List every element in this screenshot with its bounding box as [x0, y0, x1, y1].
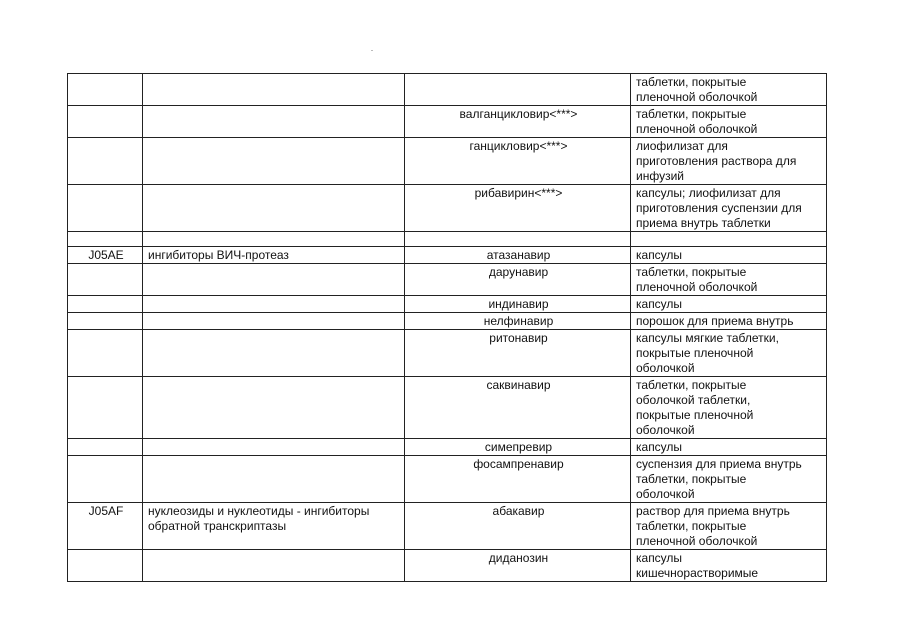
drug-cell: атазанавир — [405, 247, 631, 264]
group-cell — [143, 264, 405, 296]
drug-cell: ганцикловир<***> — [405, 138, 631, 185]
table-row — [68, 264, 827, 296]
group-cell — [143, 74, 405, 106]
code-cell — [68, 232, 143, 247]
code-cell — [68, 264, 143, 296]
code-cell: J05AE — [68, 247, 143, 264]
table-row — [68, 232, 827, 247]
group-cell — [143, 106, 405, 138]
code-cell — [68, 138, 143, 185]
drug-cell — [405, 232, 631, 247]
group-cell — [143, 313, 405, 330]
form-cell: раствор для приема внутрь таблетки, покрытые пленочной оболочкой — [631, 503, 827, 550]
drug-cell: дарунавир — [405, 264, 631, 296]
drug-cell: саквинавир — [405, 377, 631, 439]
code-cell — [68, 550, 143, 582]
group-cell — [143, 377, 405, 439]
form-cell — [631, 232, 827, 247]
drug-cell: нелфинавир — [405, 313, 631, 330]
table-row — [68, 106, 827, 138]
form-cell: лиофилизат для приготовления раствора для инфузий — [631, 138, 827, 185]
table-row — [68, 503, 827, 550]
code-cell — [68, 330, 143, 377]
drug-cell: симепревир — [405, 439, 631, 456]
table-row — [68, 550, 827, 582]
group-cell — [143, 456, 405, 503]
code-cell — [68, 456, 143, 503]
code-cell: J05AF — [68, 503, 143, 550]
form-cell: капсулы — [631, 296, 827, 313]
table-row — [68, 330, 827, 377]
drug-table — [67, 73, 827, 582]
drug-cell: рибавирин<***> — [405, 185, 631, 232]
group-cell — [143, 185, 405, 232]
drug-cell: индинавир — [405, 296, 631, 313]
group-cell — [143, 550, 405, 582]
code-cell — [68, 74, 143, 106]
form-cell: капсулы мягкие таблетки, покрытые пленочной оболочкой — [631, 330, 827, 377]
table-row — [68, 313, 827, 330]
form-cell: капсулы — [631, 247, 827, 264]
table-row — [68, 185, 827, 232]
code-cell — [68, 185, 143, 232]
table-row — [68, 138, 827, 185]
drug-cell: ритонавир — [405, 330, 631, 377]
table-row — [68, 74, 827, 106]
drug-cell: валганцикловир<***> — [405, 106, 631, 138]
form-cell: таблетки, покрытые оболочкой таблетки, покрытые пленочной оболочкой — [631, 377, 827, 439]
form-cell: суспензия для приема внутрь таблетки, покрытые оболочкой — [631, 456, 827, 503]
drug-cell: фосампренавир — [405, 456, 631, 503]
group-cell: ингибиторы ВИЧ-протеаз — [143, 247, 405, 264]
code-cell — [68, 377, 143, 439]
drug-cell: диданозин — [405, 550, 631, 582]
group-cell — [143, 439, 405, 456]
group-cell: нуклеозиды и нуклеотиды - ингибиторы обратной транскриптазы — [143, 503, 405, 550]
table-row — [68, 456, 827, 503]
code-cell — [68, 439, 143, 456]
table-row — [68, 247, 827, 264]
group-cell — [143, 138, 405, 185]
group-cell — [143, 330, 405, 377]
group-cell — [143, 232, 405, 247]
table-body — [68, 74, 827, 582]
code-cell — [68, 296, 143, 313]
code-cell — [68, 313, 143, 330]
group-cell — [143, 296, 405, 313]
drug-cell — [405, 74, 631, 106]
form-cell: таблетки, покрытые пленочной оболочкой — [631, 74, 827, 106]
form-cell: порошок для приема внутрь — [631, 313, 827, 330]
table-row — [68, 377, 827, 439]
code-cell — [68, 106, 143, 138]
form-cell: капсулы — [631, 439, 827, 456]
form-cell: таблетки, покрытые пленочной оболочкой — [631, 106, 827, 138]
form-cell: капсулы; лиофилизат для приготовления суспензии для приема внутрь таблетки — [631, 185, 827, 232]
form-cell: капсулы кишечнорастворимые — [631, 550, 827, 582]
form-cell: таблетки, покрытые пленочной оболочкой — [631, 264, 827, 296]
scan-speck — [371, 50, 373, 51]
table-row — [68, 439, 827, 456]
table-row — [68, 296, 827, 313]
drug-cell: абакавир — [405, 503, 631, 550]
